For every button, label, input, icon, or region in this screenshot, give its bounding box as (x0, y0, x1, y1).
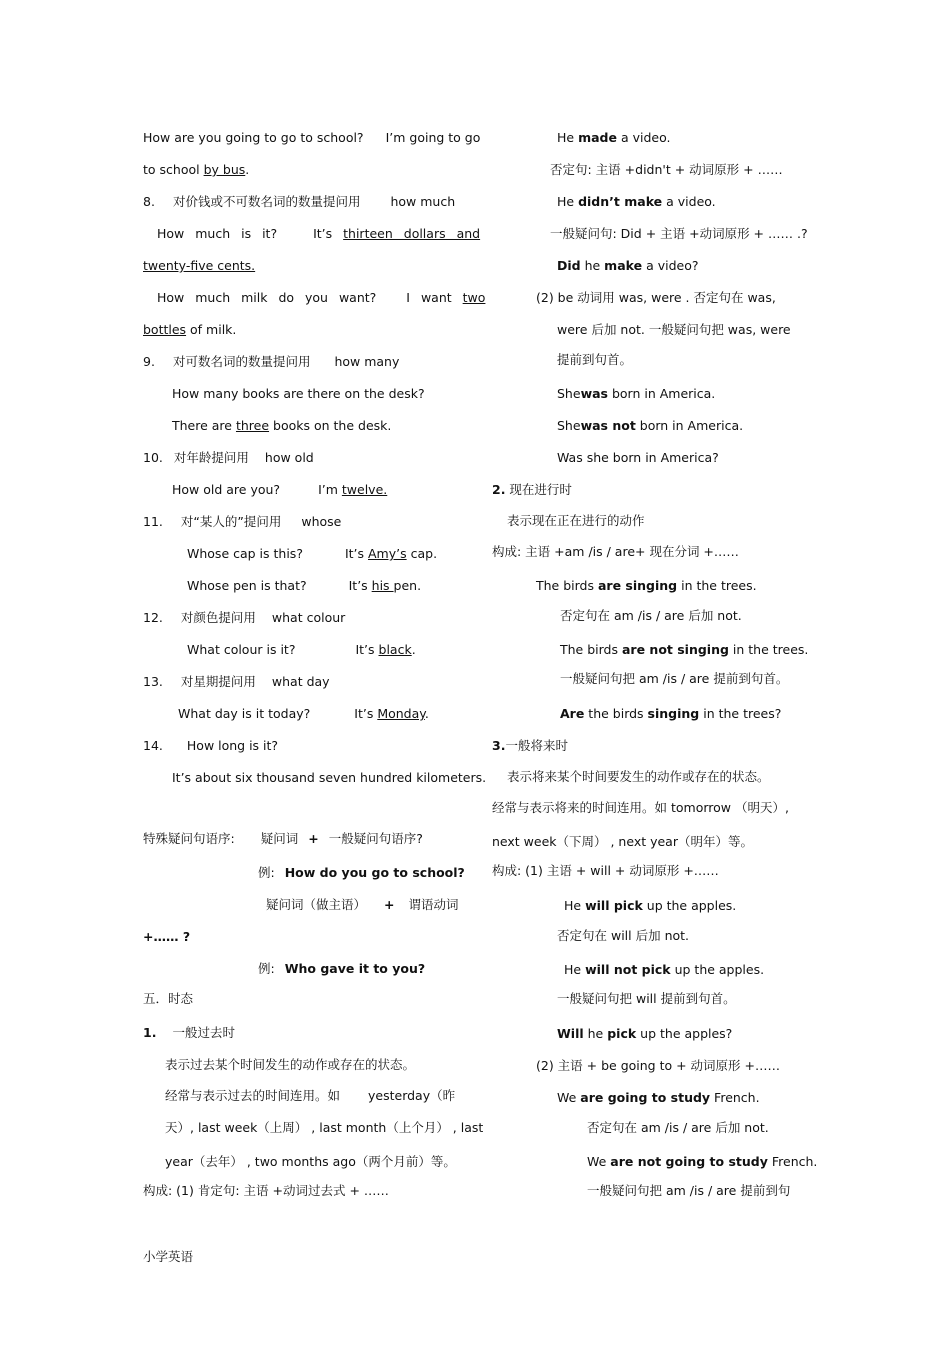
section-heading: 五．时态 (143, 991, 194, 1006)
subsection-heading: 3.一般将来时 (492, 738, 568, 753)
text-line: How are you going to go to school? I’m going to go (143, 130, 481, 145)
example-line: He didn’t make a video. (557, 194, 716, 209)
text-line: 否定句: 主语 +didn't + 动词原形 + …… (550, 162, 783, 177)
example-line: How much milk do you want? I want two (157, 290, 486, 305)
example-line: Shewas born in America. (557, 386, 716, 401)
list-item-9: 9. 对可数名词的数量提问用 how many (143, 354, 400, 369)
example-line: We are not going to study French. (587, 1154, 818, 1169)
example-line: How many books are there on the desk? (172, 386, 425, 401)
example-line: Was she born in America? (557, 450, 719, 465)
example-line: What colour is it? It’s black. (187, 642, 416, 657)
text-line: 构成: 主语 +am /is / are+ 现在分词 +…… (492, 544, 739, 559)
example-line: bottles of milk. (143, 322, 237, 337)
text-line: (2) 主语 + be going to + 动词原形 +…… (536, 1058, 781, 1073)
example-line: The birds are singing in the trees. (536, 578, 757, 593)
text-line: 一般疑问句把 am /is / are 提前到句 (587, 1183, 791, 1198)
text-line: 一般疑问句把 will 提前到句首。 (557, 991, 736, 1006)
example-line: How old are you? I’m twelve. (172, 482, 388, 497)
text-line: 一般疑问句把 am /is / are 提前到句首。 (560, 671, 789, 686)
example-line: Whose pen is that? It’s his pen. (187, 578, 422, 593)
page-footer: 小学英语 (143, 1249, 194, 1264)
subsection-heading: 2. 现在进行时 (492, 482, 572, 497)
text-line: 构成: (1) 肯定句: 主语 +动词过去式 + …… (143, 1183, 389, 1198)
example-line: Shewas not born in America. (557, 418, 744, 433)
example-line: Whose cap is this? It’s Amy’s cap. (187, 546, 438, 561)
example-line: How much is it? It’s thirteen dollars and (157, 226, 481, 241)
text-line: 表示过去某个时间发生的动作或存在的状态。 (165, 1057, 416, 1072)
example-line: Will he pick up the apples? (557, 1026, 733, 1041)
text-line: to school by bus. (143, 162, 250, 177)
list-item-12: 12. 对颜色提问用 what colour (143, 610, 346, 625)
text-line: +…… ? (143, 929, 191, 944)
text-line: 经常与表示过去的时间连用。如 yesterday（昨 (165, 1088, 456, 1103)
text-line: 表示现在正在进行的动作 (507, 513, 645, 528)
text-line: next week（下周） , next year（明年）等。 (492, 834, 753, 849)
list-item-14: 14. How long is it? (143, 738, 279, 753)
example-line: It’s about six thousand seven hundred kilometers. (172, 770, 487, 785)
list-item-11: 11. 对“某人的”提问用 whose (143, 514, 342, 529)
text-line: 天）, last week（上周） , last month（上个月） , last (165, 1120, 484, 1135)
text-line: (2) be 动词用 was, were . 否定句在 was, (536, 290, 776, 305)
example-line: What day is it today? It’s Monday. (178, 706, 429, 721)
example-line: 例: Who gave it to you? (258, 961, 426, 976)
text-line: 构成: (1) 主语 + will + 动词原形 +…… (492, 863, 719, 878)
text-line: 否定句在 am /is / are 后加 not. (560, 608, 742, 623)
list-item-13: 13. 对星期提问用 what day (143, 674, 330, 689)
special-question-order: 特殊疑问句语序: 疑问词 + 一般疑问句语序? (143, 831, 423, 846)
text-line: 提前到句首。 (557, 352, 633, 367)
list-item-8: 8. 对价钱或不可数名词的数量提问用 how much (143, 194, 456, 209)
example-line: Are the birds singing in the trees? (560, 706, 782, 721)
example-line: Did he make a video? (557, 258, 699, 273)
example-line: He made a video. (557, 130, 671, 145)
example-line: There are three books on the desk. (172, 418, 392, 433)
text-line: year（去年） , two months ago（两个月前）等。 (165, 1154, 456, 1169)
text-line: 一般疑问句: Did + 主语 +动词原形 + …… .? (550, 226, 808, 241)
example-line: He will not pick up the apples. (564, 962, 765, 977)
text-line: 表示将来某个时间要发生的动作或存在的状态。 (507, 769, 770, 784)
text-line: 否定句在 will 后加 not. (557, 928, 690, 943)
example-line: twenty-five cents. (143, 258, 256, 273)
example-line: We are going to study French. (557, 1090, 760, 1105)
list-item-10: 10. 对年龄提问用 how old (143, 450, 314, 465)
text-line: were 后加 not. 一般疑问句把 was, were (557, 322, 791, 337)
example-line: The birds are not singing in the trees. (560, 642, 809, 657)
example-line: He will pick up the apples. (564, 898, 737, 913)
subsection-heading: 1. 一般过去时 (143, 1025, 235, 1040)
text-line: 否定句在 am /is / are 后加 not. (587, 1120, 769, 1135)
text-line: 经常与表示将来的时间连用。如 tomorrow （明天）, (492, 800, 789, 815)
example-line: 例: How do you go to school? (258, 865, 465, 880)
text-line: 疑问词（做主语） + 谓语动词 (266, 897, 459, 912)
